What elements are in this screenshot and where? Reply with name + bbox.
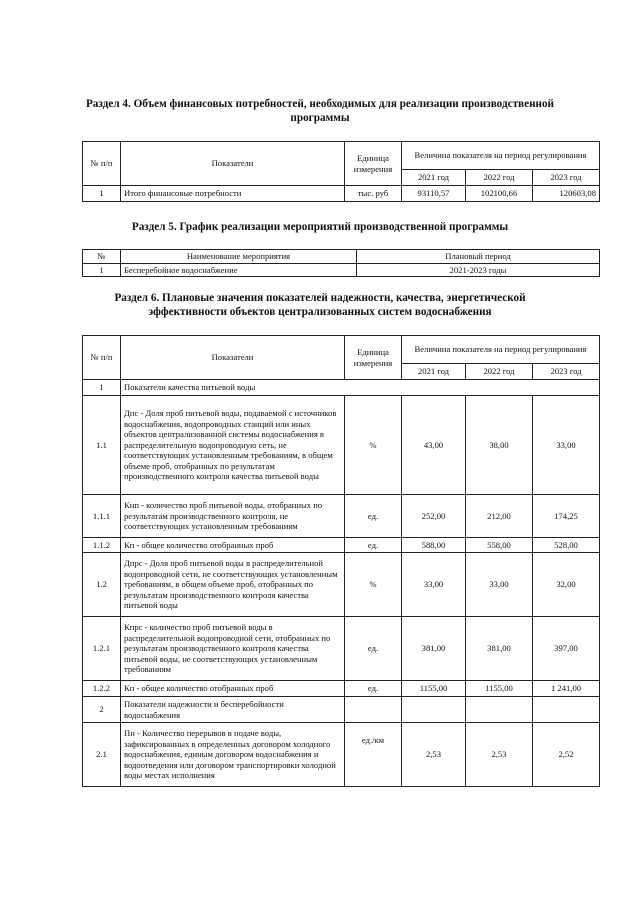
row-2023: 2,52 xyxy=(533,723,600,787)
row-name: Кнп - количество проб питьевой воды, отобранных по результатам производственного контроля, не соответствующих установленным требованиям xyxy=(121,495,345,538)
row-2023: 32,00 xyxy=(533,553,600,617)
table-row xyxy=(83,538,600,553)
row-unit: % xyxy=(345,553,402,617)
header-period: Величина показателя на период регулирования xyxy=(402,142,600,170)
row-num: 1.1 xyxy=(83,396,121,495)
row-2022: 381,00 xyxy=(466,617,533,681)
row-2021: 1155,00 xyxy=(402,681,466,697)
section6-title-line1: Раздел 6. Плановые значения показателей надежности, качества, энергетической xyxy=(114,292,526,304)
row-name: Итого финансовые потребности xyxy=(121,186,345,202)
table-row xyxy=(83,617,600,681)
row-num: 2.1 xyxy=(83,723,121,787)
table-row xyxy=(83,263,600,277)
header-indicator: Показатели xyxy=(121,336,345,380)
section4-title-line1: Раздел 4. Объем финансовых потребностей, необходимых для реализации производственной xyxy=(85,98,555,110)
section6-table xyxy=(82,335,600,787)
row-2022: 102100,66 xyxy=(466,186,533,202)
row-name: Дпс - Доля проб питьевой воды, подаваемой с источников водоснабжения, водопроводных станций или иных объектов централизованной системы водоснабжения в распределительную водопроводную сеть, не соответствующих установленным требованиям, в общем объеме проб, отобранных по результатам производственного контроля качества питьевой воды xyxy=(121,396,345,495)
row-num: 1 xyxy=(83,380,121,396)
row-num: 1 xyxy=(83,186,121,202)
row-unit: ед. xyxy=(345,538,402,553)
table-row xyxy=(83,553,600,617)
row-unit: ед./км xyxy=(345,723,402,787)
row-unit: ед. xyxy=(345,495,402,538)
header-num: № п/п xyxy=(83,142,121,186)
header-2022: 2022 год xyxy=(466,170,533,186)
row-name: Кп - общее количество отобранных проб xyxy=(121,538,345,553)
table-row xyxy=(83,186,600,202)
row-name: Показатели надежности и бесперебойности водоснабжения xyxy=(121,697,345,723)
header-unit: Единица измерения xyxy=(345,142,402,186)
row-name: Пн - Количество перерывов в подаче воды, зафиксированных в определенных договором холодного водоснабжения, единым договором водоснабжения и водоотведения или договором транспортировки холодной воды местах исполнения xyxy=(121,723,345,787)
row-2023: 174,25 xyxy=(533,495,600,538)
row-unit: ед. xyxy=(345,681,402,697)
row-2023: 397,00 xyxy=(533,617,600,681)
row-2022: 38,00 xyxy=(466,396,533,495)
row-name: Бесперебойное водоснабжение xyxy=(121,263,357,277)
row-2022: 2,53 xyxy=(466,723,533,787)
row-2022: 1155,00 xyxy=(466,681,533,697)
section4-table xyxy=(82,141,600,202)
table-row xyxy=(83,396,600,495)
row-unit: ед. xyxy=(345,617,402,681)
header-2021: 2021 год xyxy=(402,170,466,186)
header-name: Наименование мероприятия xyxy=(121,250,357,264)
row-name: Показатели качества питьевой воды xyxy=(121,380,600,396)
header-num: № п/п xyxy=(83,336,121,380)
row-2021: 93110,57 xyxy=(402,186,466,202)
header-2023: 2023 год xyxy=(533,364,600,380)
header-num: № xyxy=(83,250,121,264)
row-unit: % xyxy=(345,396,402,495)
section5-title: Раздел 5. График реализации мероприятий производственной программы xyxy=(131,221,509,233)
row-2022 xyxy=(466,697,533,723)
row-2021: 2,53 xyxy=(402,723,466,787)
header-period: Величина показателя на период регулирования xyxy=(402,336,600,364)
header-2023: 2023 год xyxy=(533,170,600,186)
row-2023: 528,00 xyxy=(533,538,600,553)
row-unit: тыс. руб xyxy=(345,186,402,202)
row-2022: 558,00 xyxy=(466,538,533,553)
row-2023: 1 241,00 xyxy=(533,681,600,697)
section4-title-line2: программы xyxy=(290,112,350,124)
row-num: 2 xyxy=(83,697,121,723)
row-name: Кп - общее количество отобранных проб xyxy=(121,681,345,697)
section6-title-line2: эффективности объектов централизованных систем водоснабжения xyxy=(148,306,492,318)
row-period: 2021-2023 годы xyxy=(357,263,600,277)
row-num: 1.1.2 xyxy=(83,538,121,553)
row-name: Дпрс - Доля проб питьевой воды в распределительной водопроводной сети, не соответствующих установленным требованиям, в общем объеме проб, отобранных по результатам производственного контроля качества питьевой воды xyxy=(121,553,345,617)
table-row xyxy=(83,681,600,697)
row-2022: 33,00 xyxy=(466,553,533,617)
row-num: 1.2.2 xyxy=(83,681,121,697)
header-2021: 2021 год xyxy=(402,364,466,380)
row-2023: 120603,08 xyxy=(533,186,600,202)
row-name: Кпрс - количество проб питьевой воды в распределительной водопроводной сети, отобранных по результатам производственного контроля качества питьевой воды, не соответствующих установленным требованиям xyxy=(121,617,345,681)
row-2021: 252,00 xyxy=(402,495,466,538)
table-row xyxy=(83,697,600,723)
table-row xyxy=(83,380,600,396)
table-row xyxy=(83,495,600,538)
row-2021: 588,00 xyxy=(402,538,466,553)
header-unit: Единица измерения xyxy=(345,336,402,380)
row-2021 xyxy=(402,697,466,723)
row-2023 xyxy=(533,697,600,723)
section5-table xyxy=(82,249,600,277)
row-2022: 212,00 xyxy=(466,495,533,538)
table-row xyxy=(83,723,600,787)
row-num: 1.2.1 xyxy=(83,617,121,681)
header-indicator: Показатели xyxy=(121,142,345,186)
row-unit xyxy=(345,697,402,723)
row-2023: 33,00 xyxy=(533,396,600,495)
row-num: 1.1.1 xyxy=(83,495,121,538)
row-2021: 381,00 xyxy=(402,617,466,681)
row-num: 1 xyxy=(83,263,121,277)
header-2022: 2022 год xyxy=(466,364,533,380)
row-num: 1.2 xyxy=(83,553,121,617)
header-period: Плановый период xyxy=(357,250,600,264)
row-2021: 33,00 xyxy=(402,553,466,617)
row-2021: 43,00 xyxy=(402,396,466,495)
